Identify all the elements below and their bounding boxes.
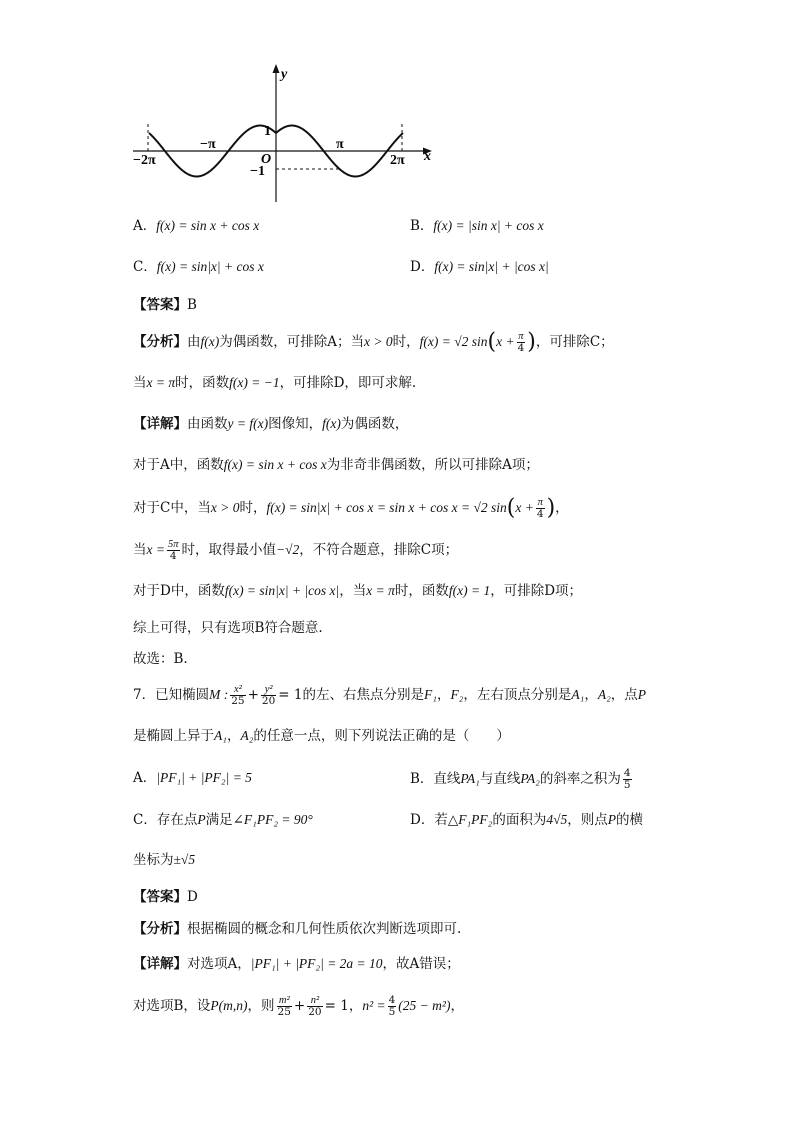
q6-option-d (410, 257, 549, 277)
answer-value: D (187, 889, 198, 905)
tick-label-neg-pi: −π (200, 137, 216, 152)
q6-option-c (133, 257, 264, 277)
formula: n² = (362, 998, 386, 1013)
text: 对于C中，当 (133, 500, 211, 516)
question-text: ，左右顶点分别是 (463, 687, 572, 703)
function-graph (128, 62, 448, 212)
text: 对于D中，函数 (133, 583, 225, 599)
q7-option-c (133, 810, 313, 830)
text: ，可排除D项； (490, 583, 583, 599)
fraction-numerator: m² (277, 995, 292, 1007)
text: 时， (392, 334, 420, 350)
formula: = 1 (278, 687, 303, 703)
q6-option-a (133, 216, 259, 236)
q7-option-a (133, 768, 252, 788)
q7-analysis (133, 919, 461, 939)
text: 对于A中，函数 (133, 457, 224, 473)
question-text: ， (226, 728, 241, 744)
fraction (388, 995, 397, 1018)
option-formula: f(x) = sin|x| + |cos x| (434, 259, 549, 274)
fraction-numerator: 4 (388, 994, 396, 1006)
origin-label: O (261, 152, 272, 167)
fraction-numerator: π (537, 497, 543, 508)
fraction-denominator: 4 (517, 342, 525, 354)
fraction-numerator: 5π (167, 539, 179, 550)
formula: ±√5 (173, 852, 196, 867)
text: 综上可得，只有选项B符合题意. (133, 620, 323, 636)
formula: P (197, 812, 206, 827)
option-letter: A． (133, 218, 157, 234)
formula: 4√5 (546, 812, 568, 827)
formula: x = π (366, 583, 395, 598)
q6-option-b (410, 216, 544, 236)
tick-label-neg-one: −1 (250, 164, 265, 179)
formula: P (607, 812, 617, 827)
option-formula: f(x) = sin|x| + cos x (156, 259, 264, 274)
text: ，可排除C； (535, 334, 614, 350)
q7-option-d (410, 810, 643, 830)
text: ，可排除D，即可求解. (279, 375, 417, 391)
tick-label-2pi: 2π (390, 153, 405, 168)
formula: F₁ (423, 687, 437, 702)
fraction-denominator: 5 (623, 779, 631, 791)
formula: x + (515, 500, 534, 515)
analysis-tag: 【分析】 (133, 334, 187, 350)
fraction (517, 331, 526, 354)
text: 满足 (205, 812, 233, 828)
text: 时， (239, 500, 267, 516)
fraction-denominator: 5 (388, 1006, 396, 1018)
formula: f(x) = sin|x| + |cos x| (224, 583, 340, 598)
formula: A₂ (240, 728, 254, 743)
formula: P(m,n) (210, 998, 248, 1013)
formula: x = (146, 542, 165, 557)
fraction-denominator: 20 (308, 1006, 322, 1018)
formula: PA₁ (460, 771, 480, 786)
text: 为偶函数，可排除A；当 (219, 334, 364, 350)
formula: |PF₁| + |PF₂| = 2a = 10 (250, 956, 383, 971)
formula: f(x) = √2 sin (419, 334, 488, 349)
option-letter: A． (133, 770, 157, 786)
q7-stem-line2 (133, 726, 510, 746)
q7-detail-line1 (133, 954, 460, 974)
formula: x > 0 (363, 334, 393, 349)
fraction-denominator: 4 (169, 550, 177, 562)
formula: −√2 (276, 542, 300, 557)
formula: f(x) = 1 (448, 583, 491, 598)
formula: (25 − m²) (398, 998, 451, 1013)
text: 当 (133, 375, 147, 391)
text: 对选项B，设 (133, 998, 211, 1014)
detail-tag: 【详解】 (133, 956, 187, 972)
fraction-numerator: n² (307, 995, 322, 1007)
text: 的斜率之积为 (539, 771, 621, 787)
fraction (277, 995, 292, 1018)
question-text: 的左、右焦点分别是 (302, 687, 424, 703)
question-text: 的任意一点，则下列说法正确的是（ ） (253, 728, 510, 744)
fraction (167, 539, 180, 562)
text: 图像知， (268, 416, 323, 432)
q6-detail-line2 (133, 455, 539, 475)
text: 对选项A， (187, 956, 251, 972)
option-formula: f(x) = |sin x| + cos x (433, 218, 544, 233)
option-letter: C． (133, 259, 157, 275)
formula: y = f(x) (227, 416, 269, 431)
analysis-tag: 【分析】 (133, 921, 187, 937)
q6-detail-line3: 对于C中，当x > 0时，f(x) = sin|x| + cos x = sin x + cos x = √2 sin(x + $\frac{\pi}{4}$ )， (133, 495, 569, 521)
tick-label-neg-2pi: −2π (133, 153, 156, 168)
option-formula: |PF₁| + |PF₂| = 5 (156, 770, 252, 785)
fraction-numerator: 4 (623, 767, 631, 779)
fraction (536, 497, 545, 520)
text: 为偶函数， (340, 416, 409, 432)
formula: ∠F₁PF₂ = 90° (232, 812, 313, 827)
text: 与直线 (479, 771, 521, 787)
answer-tag: 【答案】 (133, 889, 187, 905)
fraction (307, 995, 322, 1018)
operator: + (293, 998, 306, 1014)
text: ，当 (339, 583, 367, 599)
fraction-denominator: 25 (231, 695, 245, 707)
q6-detail-line5 (133, 581, 582, 601)
fraction (623, 768, 632, 791)
option-letter: C．存在点 (133, 812, 198, 828)
text: ，故A错误； (382, 956, 460, 972)
text: 的横 (616, 812, 644, 828)
text: 坐标为 (133, 852, 174, 868)
text: ，不符合题意，排除C项； (299, 542, 459, 558)
q7-option-b (410, 768, 634, 791)
q6-final (133, 649, 188, 669)
formula: A₁ (214, 728, 227, 743)
operator: + (247, 687, 259, 703)
question-text: 7．已知椭圆 (133, 687, 210, 703)
text: ， (555, 500, 569, 516)
detail-tag: 【详解】 (133, 416, 187, 432)
text: 为非奇非偶函数，所以可排除A项； (326, 457, 539, 473)
text: 的面积为 (492, 812, 547, 828)
formula: f(x) = −1 (229, 375, 280, 390)
y-axis-label: y (281, 67, 288, 82)
x-axis-label: x (424, 149, 431, 164)
text: ， (450, 998, 464, 1014)
question-text: ，点 (610, 687, 638, 703)
option-letter: D． (410, 259, 435, 275)
formula: x > 0 (210, 500, 240, 515)
formula: x = π (146, 375, 176, 390)
formula: F₁PF₂ (458, 812, 493, 827)
question-text: ， (584, 687, 598, 703)
formula: = 1 (324, 998, 349, 1014)
q6-answer (133, 295, 197, 315)
q6-detail-line6 (133, 618, 323, 638)
text: ，则 (247, 998, 275, 1014)
q6-detail-line1 (133, 414, 408, 434)
fraction-numerator: y² (261, 684, 276, 696)
q7-detail-line2 (133, 995, 464, 1018)
q6-detail-line4 (133, 539, 458, 562)
q6-analysis-line1: 【分析】由f(x)为偶函数，可排除A；当x > 0时，f(x) = √2 sin(x + $\frac{\pi}{4}$ )，可排除C； (133, 329, 614, 355)
fraction-numerator: x² (230, 684, 245, 696)
text: ， (348, 998, 363, 1014)
fraction-denominator: 25 (277, 1006, 291, 1018)
formula: PA₂ (520, 771, 540, 786)
formula: f(x) (322, 416, 341, 431)
text: 根据椭圆的概念和几何性质依次判断选项即可. (187, 921, 462, 937)
formula: A₁ (571, 687, 585, 702)
text: 当 (133, 542, 147, 558)
fraction (261, 684, 276, 707)
fraction (230, 684, 245, 707)
q7-option-d-cont (133, 850, 195, 870)
text: 时，函数 (394, 583, 449, 599)
tick-label-one: 1 (264, 124, 271, 139)
option-letter: B． (410, 218, 434, 234)
answer-tag: 【答案】 (133, 297, 187, 313)
formula: f(x) = sin|x| + cos x = sin x + cos x = √2 sin (266, 500, 507, 515)
text: 故选：B. (133, 651, 188, 667)
question-text: 是椭圆上异于 (133, 728, 214, 744)
formula: F₂ (450, 687, 464, 702)
question-text: ， (436, 687, 451, 703)
fraction-denominator: 4 (536, 508, 544, 520)
formula: A₂ (597, 687, 611, 702)
text: 时，函数 (175, 375, 230, 391)
tick-label-pi: π (336, 137, 344, 152)
text: ，则点 (567, 812, 608, 828)
q7-stem-line1 (133, 684, 646, 707)
q6-analysis-line2 (133, 373, 416, 393)
q7-answer (133, 887, 198, 907)
formula: P (637, 687, 647, 702)
fraction-numerator: π (518, 331, 524, 342)
text: 由 (187, 334, 201, 350)
answer-value: B (187, 297, 197, 313)
option-formula: f(x) = sin x + cos x (156, 218, 260, 233)
text: 由函数 (187, 416, 228, 432)
text: 时，取得最小值 (181, 542, 276, 558)
option-letter: D．若△ (410, 812, 459, 828)
option-letter: B．直线 (410, 771, 461, 787)
fraction-denominator: 20 (261, 695, 276, 707)
formula: f(x) = sin x + cos x (223, 457, 327, 472)
formula: M : (209, 687, 229, 702)
formula: x + (496, 334, 515, 349)
formula: f(x) (200, 334, 220, 349)
